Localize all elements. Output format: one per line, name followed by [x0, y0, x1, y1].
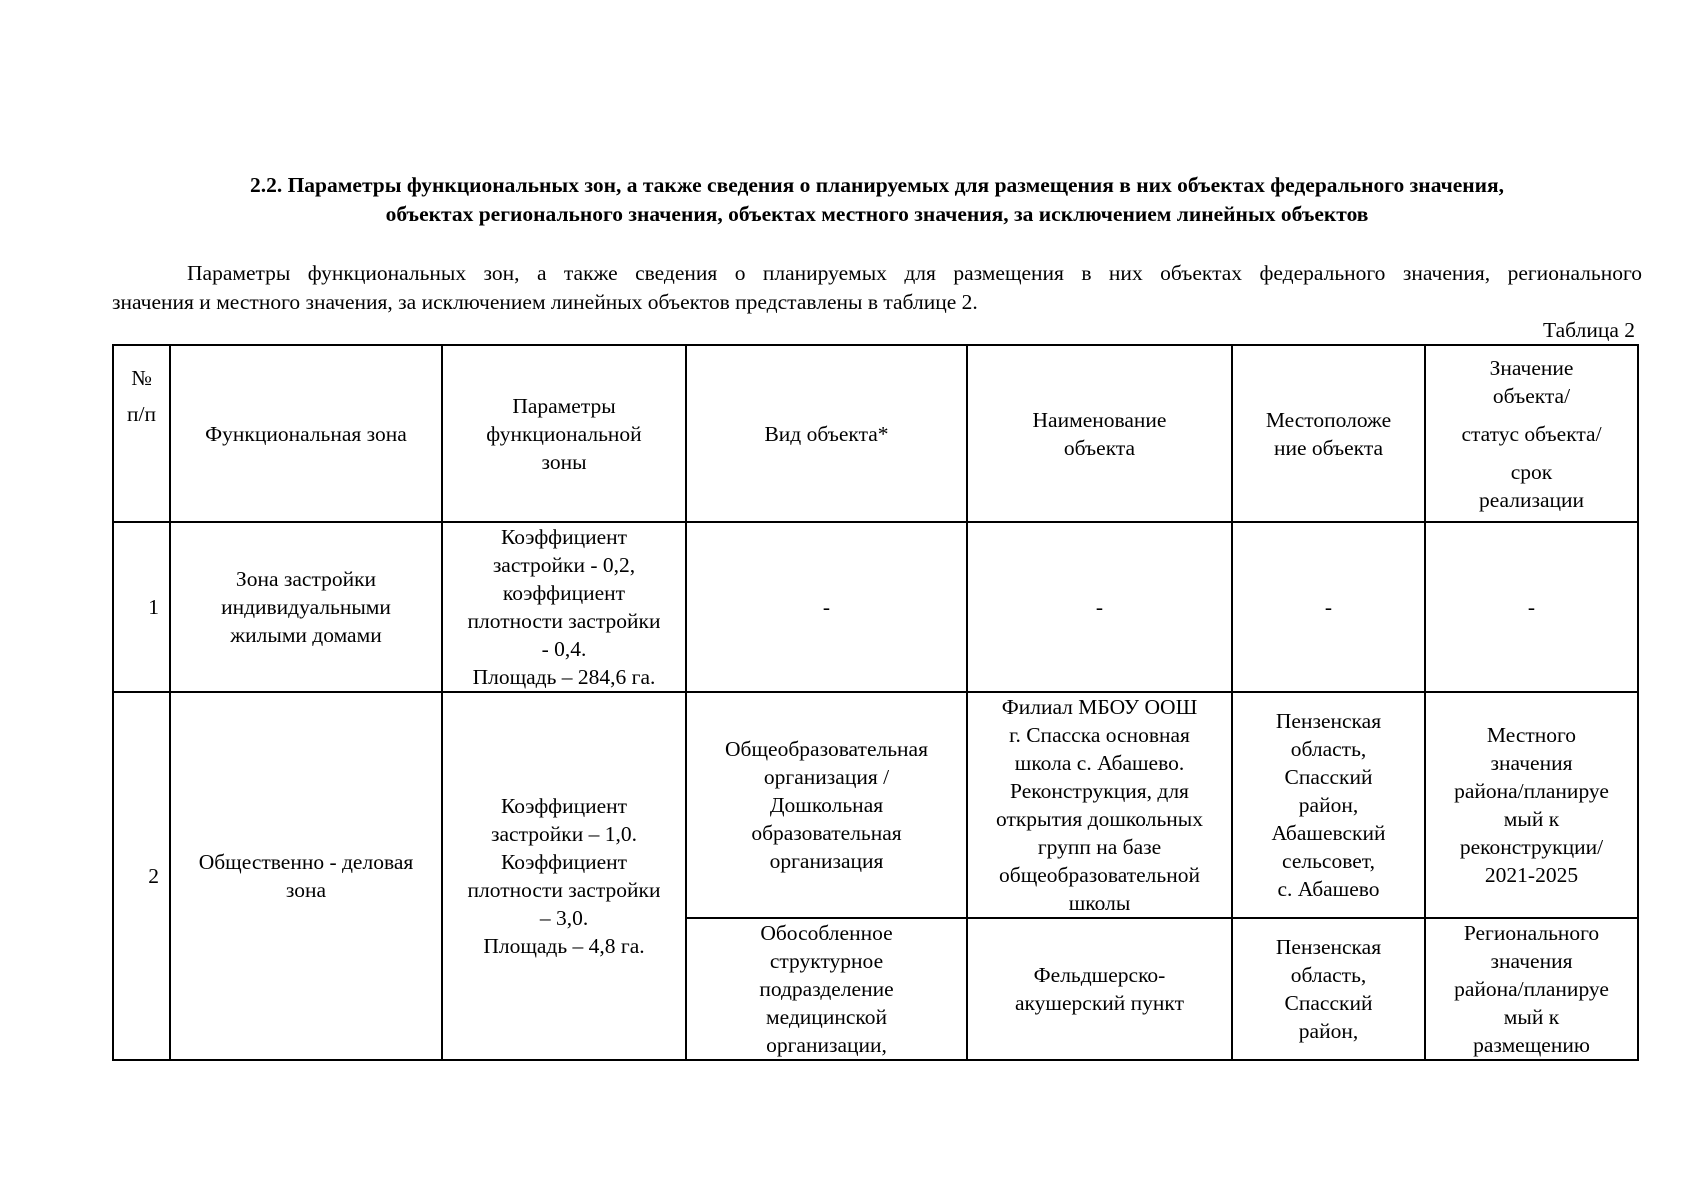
intro-line: значения и местного значения, за исключением линейных объектов представлены в таблице 2.: [112, 290, 978, 314]
zones-table: [112, 344, 1639, 1061]
name-cell: -: [967, 522, 1232, 692]
value-cell: Регионального значения района/планируе мый к размещению: [1425, 918, 1638, 1060]
zone-cell: Зона застройки индивидуальными жилыми домами: [170, 522, 442, 692]
heading-line: 2.2. Параметры функциональных зон, а также сведения о планируемых для размещения в них объектах федерального значения,: [249, 173, 1505, 197]
intro-line: Параметры функциональных зон, а также сведения о планируемых для размещения в них объектах федерального значения, регионального: [187, 261, 1642, 285]
header-params: Параметры функциональной зоны: [442, 345, 686, 522]
value-cell: Местного значения района/планируе мый к реконструкции/ 2021-2025: [1425, 692, 1638, 918]
location-cell: -: [1232, 522, 1425, 692]
header-num: № п/п: [113, 345, 170, 522]
header-value: Значение объекта/ статус объекта/ срок реализации: [1425, 345, 1638, 522]
name-cell: Филиал МБОУ ООШ г. Спасска основная школа с. Абашево. Реконструкция, для открытия дошкольных групп на базе общеобразовательной школы: [967, 692, 1232, 918]
type-cell: Обособленное структурное подразделение медицинской организации,: [686, 918, 967, 1060]
row-number: 1: [113, 522, 170, 692]
intro-paragraph: [112, 259, 1642, 317]
params-cell: Коэффициент застройки - 0,2, коэффициент плотности застройки - 0,4. Площадь – 284,6 га.: [442, 522, 686, 692]
location-cell: Пензенская область, Спасский район,: [1232, 918, 1425, 1060]
section-heading: [112, 171, 1642, 229]
params-cell: Коэффициент застройки – 1,0. Коэффициент плотности застройки – 3,0. Площадь – 4,8 га.: [442, 692, 686, 1060]
header-name: Наименование объекта: [967, 345, 1232, 522]
type-cell: Общеобразовательная организация / Дошкольная образовательная организация: [686, 692, 967, 918]
type-cell: -: [686, 522, 967, 692]
table-label: Таблица 2: [1543, 318, 1635, 342]
table-row: [113, 522, 1638, 692]
row-number: 2: [113, 692, 170, 1060]
table-header-row: [113, 345, 1638, 522]
value-cell: -: [1425, 522, 1638, 692]
name-cell: Фельдшерско- акушерский пункт: [967, 918, 1232, 1060]
table-row: [113, 692, 1638, 918]
header-location: Местоположе ние объекта: [1232, 345, 1425, 522]
location-cell: Пензенская область, Спасский район, Абашевский сельсовет, с. Абашево: [1232, 692, 1425, 918]
header-type: Вид объекта*: [686, 345, 967, 522]
heading-line: объектах регионального значения, объектах местного значения, за исключением линейных объектов: [385, 202, 1369, 226]
header-zone: Функциональная зона: [170, 345, 442, 522]
zone-cell: Общественно - деловая зона: [170, 692, 442, 1060]
